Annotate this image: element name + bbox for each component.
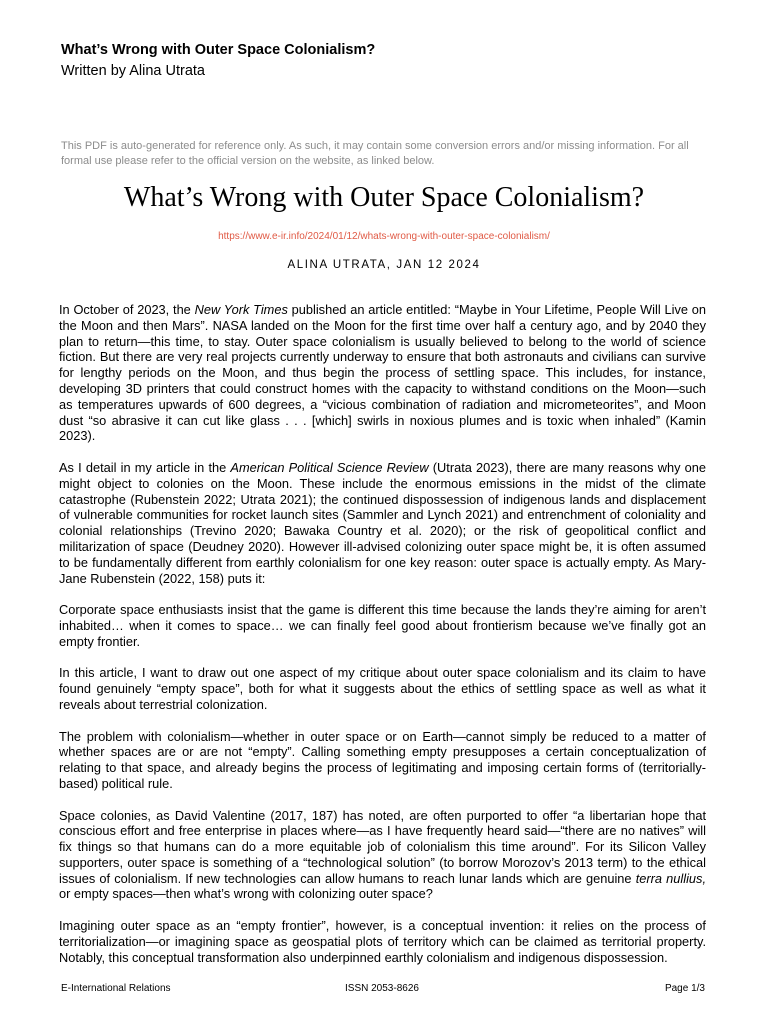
paragraph: Space colonies, as David Valentine (2017, 187) has noted, are often purported to offer “a libertarian hope that conscious effort and free enterprise in places where—as I have frequently heard said—“there are no natives” will fix things so that humans can do a more equitable job of colonialism this time around”. For its Silicon Valley supporters, outer space is something of a “technological solution” (to borrow Morozov’s 2013 term) to the ethical issues of colonialism. If new technologies can allow humans to reach lunar lands which are genuine terra nullius, or empty spaces—then what’s wrong with colonizing outer space? (59, 807, 706, 902)
footer-issn: ISSN 2053-8626 (345, 983, 419, 994)
footer-page-number: Page 1/3 (664, 983, 705, 994)
paragraph: As I detail in my article in the American Political Science Review (Utrata 2023), there are many reasons why one might object to colonies on the Moon. These include the enormous emissions in the midst of the climate catastrophe (Rubenstein 2022; Utrata 2021); the continued dispossession of indigenous lands and displacement of vulnerable communities for rocket launch sites (Sammler and Lynch 2021) and entrenchment of coloniality and colonial relationships (Trevino 2020; Bawaka Country et al. 2020); or the risk of geopolitical conflict and militarization of space (Deudney 2020). However ill-advised colonizing outer space might be, it is often assumed to be fundamentally different from earthly colonialism for one key reason: outer space is actually empty. As Mary-Jane Rubenstein (2022, 158) puts it: (59, 459, 707, 586)
publication-name: New York Times (194, 302, 288, 317)
paragraph: In October of 2023, the New York Times published an article entitled: “Maybe in Your Lifetime, People Will Live on the Moon and then Mars”. NASA landed on the Moon for the first time over half a century ago, and by 2040 they plan to return—this time, to stay. Outer space colonialism is usually believed to belong to the world of science fiction. But there are very real projects currently underway to ensure that both astronauts and civilians can survive for lengthy periods on the Moon, and thus begin the process of settling space. This includes, for instance, developing 3D printers that could construct homes with the capacity to withstand conditions on the Moon—such as temperatures upwards of 600 degrees, a “vicious combination of radiation and micrometeorites”, and Moon dust “so abrasive it can cut like glass . . . [which] swirls in noxious plumes and is toxic when inhaled” (Kamin 2023). (59, 302, 706, 444)
paragraph: Imagining outer space as an “empty frontier”, however, is a conceptual invention: it relies on the process of territorialization—or imagining space as geospatial plots of territory which can be claimed as territorial property. Notably, this conceptual transformation also underpinned earthly colonialism and indigenous dispossession. (59, 918, 706, 965)
footer-publisher: E-International Relations (61, 983, 171, 994)
quotation: Corporate space enthusiasts insist that the game is different this time because the lands they’re aiming for aren’t inhabited… when it comes to space… we can finally feel good about frontierism because we’ve finally got an empty frontier. (59, 602, 706, 649)
latin-term: terra nullius, (635, 870, 706, 886)
document-header-author: Written by Alina Utrata (61, 63, 205, 79)
article-body (59, 302, 706, 981)
paragraph: In this article, I want to draw out one aspect of my critique about outer space colonialism and its claim to have found genuinely “empty space”, both for what it suggests about the ethics of settling space as well as what it reveals about terrestrial colonization. (59, 665, 706, 712)
article-title: What’s Wrong with Outer Space Colonialism? (123, 182, 645, 213)
pdf-disclaimer: This PDF is auto-generated for reference only. As such, it may contain some conversion errors and/or missing information. For all formal use please refer to the official version on the website, as linked below. (61, 140, 689, 167)
article-byline: ALINA UTRATA, JAN 12 2024 (287, 259, 481, 271)
article-source-link[interactable]: https://www.e-ir.info/2024/01/12/whats-wrong-with-outer-space-colonialism/ (218, 231, 550, 242)
paragraph: The problem with colonialism—whether in outer space or on Earth—cannot simply be reduced to a matter of whether spaces are or are not “empty”. Calling something empty presupposes a certain conceptualization of relating to that space, and already begins the process of legitimating and imposing certain forms of (territorially-based) political rule. (59, 728, 706, 791)
document-header-title: What’s Wrong with Outer Space Colonialism? (61, 42, 376, 58)
publication-name: American Political Science Review (230, 459, 429, 475)
